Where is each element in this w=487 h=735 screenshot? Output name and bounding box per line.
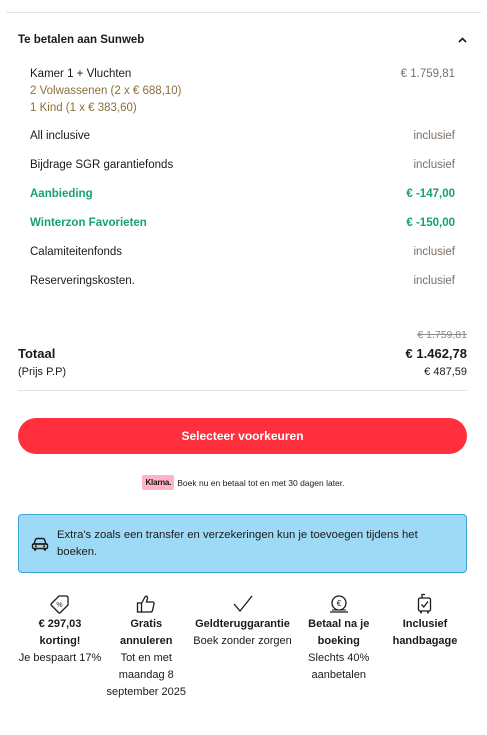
klarna-notice [0,475,487,490]
line-label: Winterzon Favorieten [30,217,147,229]
svg-text:€: € [336,599,341,608]
line-item-aanbieding [30,188,455,200]
top-divider [6,12,481,13]
checkmark-icon [191,592,295,614]
usp-pay-later [297,592,381,701]
line-value: inclusief [413,159,455,171]
usp-cancel [104,592,188,701]
section-title: Te betalen aan Sunweb [18,34,145,46]
thumbs-up-icon [104,592,188,614]
usp-guarantee [191,592,295,701]
price-summary-header[interactable] [18,30,467,50]
total-label: Totaal [18,346,56,361]
usp-desc: Tot en met maandag 8 september 2025 [106,652,186,698]
usp-desc: Je bespaart 17% [18,652,102,664]
line-value: € -150,00 [406,217,455,229]
line-label: All inclusive [30,130,91,142]
chevron-up-icon[interactable] [457,35,467,45]
svg-text:%: % [56,602,63,609]
line-item-winterzon [30,217,455,229]
per-person-value: € 487,59 [424,366,467,378]
total-value: € 1.462,78 [405,346,467,361]
usp-discount [18,592,102,701]
per-person-row [18,366,467,378]
line-value: inclusief [413,275,455,287]
usp-luggage [383,592,467,701]
usp-desc: Boek zonder zorgen [193,635,292,647]
car-icon [31,536,49,552]
info-text: Extra's zoals een transfer en verzekeringen kun je toevoegen tijdens het boeken. [57,528,418,558]
usp-title: Inclusief handbagage [392,618,458,647]
room-detail-adults: 2 Volwassenen (2 x € 688,10) [30,85,182,97]
line-item-all-inclusive [30,130,455,142]
line-item-calamiteitenfonds [30,246,455,258]
extras-info-box [18,514,467,573]
line-value: € -147,00 [406,188,455,200]
totals-divider [18,390,467,391]
usp-title: € 297,03 korting! [38,618,82,647]
line-item-reservering [30,275,455,287]
select-preferences-button[interactable]: Selecteer voorkeuren [18,418,467,454]
line-label: Reserveringskosten. [30,275,135,287]
usp-title: Geldteruggarantie [195,618,290,630]
money-bag-icon [297,592,381,614]
usp-title: Gratis annuleren [119,618,173,647]
per-person-label: (Prijs P.P) [18,366,67,378]
line-label: Aanbieding [30,188,93,200]
klarna-text: Boek nu en betaal tot en met 30 dagen later. [177,477,345,488]
line-item-room-flights [30,68,455,80]
total-row [18,346,467,361]
line-label: Kamer 1 + Vluchten [30,68,132,80]
luggage-icon [383,592,467,614]
usp-desc: Slechts 40% aanbetalen [308,652,370,681]
line-label: Calamiteitenfonds [30,246,123,258]
line-label: Bijdrage SGR garantiefonds [30,159,174,171]
room-detail-child: 1 Kind (1 x € 383,60) [30,102,137,114]
line-value: inclusief [413,246,455,258]
old-price: € 1.759,81 [417,329,467,341]
usp-title: Betaal na je boeking [308,618,370,647]
line-item-sgr [30,159,455,171]
line-value: inclusief [413,130,455,142]
klarna-logo: Klarna. [142,475,174,490]
line-value: € 1.759,81 [400,68,455,80]
discount-tag-icon [18,592,102,614]
usp-row [18,592,467,701]
